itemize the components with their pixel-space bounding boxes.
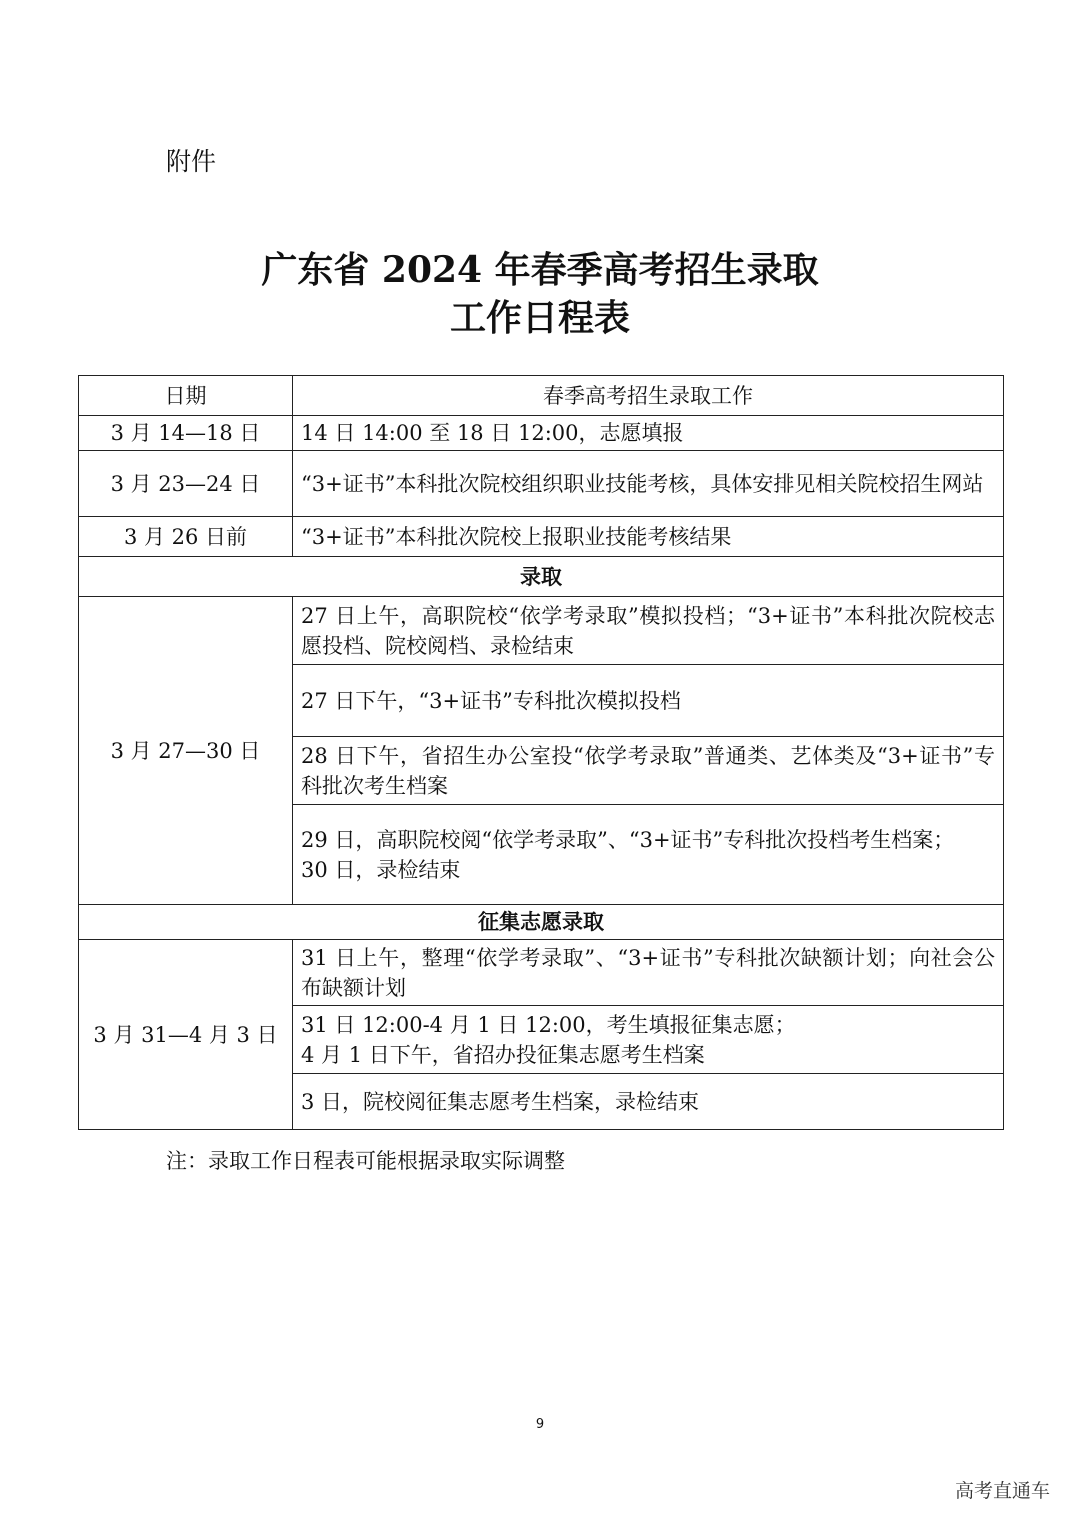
row-task: 3 日，院校阅征集志愿考生档案，录检结束: [293, 1074, 1004, 1130]
row-task: 14 日 14:00 至 18 日 12:00，志愿填报: [293, 416, 1004, 451]
table-header-row: [79, 376, 1004, 416]
section-title: 征集志愿录取: [79, 905, 1004, 940]
task-line: 30 日，录检结束: [301, 857, 461, 882]
document-title: [0, 246, 1080, 342]
header-date: 日期: [79, 376, 293, 416]
section-row-admission: [79, 557, 1004, 597]
row-date: 3 月 23—24 日: [79, 451, 293, 517]
table-row: [79, 517, 1004, 557]
task-line: 31 日 12:00-4 月 1 日 12:00，考生填报征集志愿；: [301, 1012, 796, 1037]
table-row: [79, 416, 1004, 451]
task-line: 29 日，高职院校阅“依学考录取”、“3+证书”专科批次投档考生档案；: [301, 827, 955, 852]
table-row: [79, 940, 1004, 1006]
row-task: 27 日上午，高职院校“依学考录取”模拟投档；“3+证书”本科批次院校志愿投档、院校阅档、录检结束: [293, 597, 1004, 665]
watermark: 高考直通车: [954, 1480, 1050, 1502]
row-task: 27 日下午，“3+证书”专科批次模拟投档: [293, 665, 1004, 737]
section-row-supplementary: [79, 905, 1004, 940]
title-line-2: 工作日程表: [449, 297, 630, 339]
attachment-label: 附件: [166, 147, 217, 176]
section-title: 录取: [79, 557, 1004, 597]
row-date: 3 月 26 日前: [79, 517, 293, 557]
row-date: 3 月 14—18 日: [79, 416, 293, 451]
title-line-1: 广东省 2024 年春季高考招生录取: [261, 249, 819, 291]
row-task: 28 日下午，省招生办公室投“依学考录取”普通类、艺体类及“3+证书”专科批次考生档案: [293, 737, 1004, 805]
row-task: “3+证书”本科批次院校组织职业技能考核，具体安排见相关院校招生网站: [293, 451, 1004, 517]
row-date: 3 月 27—30 日: [79, 597, 293, 905]
row-task: 31 日上午，整理“依学考录取”、“3+证书”专科批次缺额计划；向社会公布缺额计划: [293, 940, 1004, 1006]
page-number: 9: [535, 1417, 545, 1432]
header-work: 春季高考招生录取工作: [293, 376, 1004, 416]
table-row: [79, 597, 1004, 665]
footnote: 注：录取工作日程表可能根据录取实际调整: [166, 1149, 565, 1173]
row-task: [293, 805, 1004, 905]
task-line: 4 月 1 日下午，省招办投征集志愿考生档案: [301, 1042, 705, 1067]
schedule-table: [78, 375, 1004, 1130]
row-task: [293, 1006, 1004, 1074]
row-date: 3 月 31—4 月 3 日: [79, 940, 293, 1130]
table-row: [79, 451, 1004, 517]
row-task: “3+证书”本科批次院校上报职业技能考核结果: [293, 517, 1004, 557]
